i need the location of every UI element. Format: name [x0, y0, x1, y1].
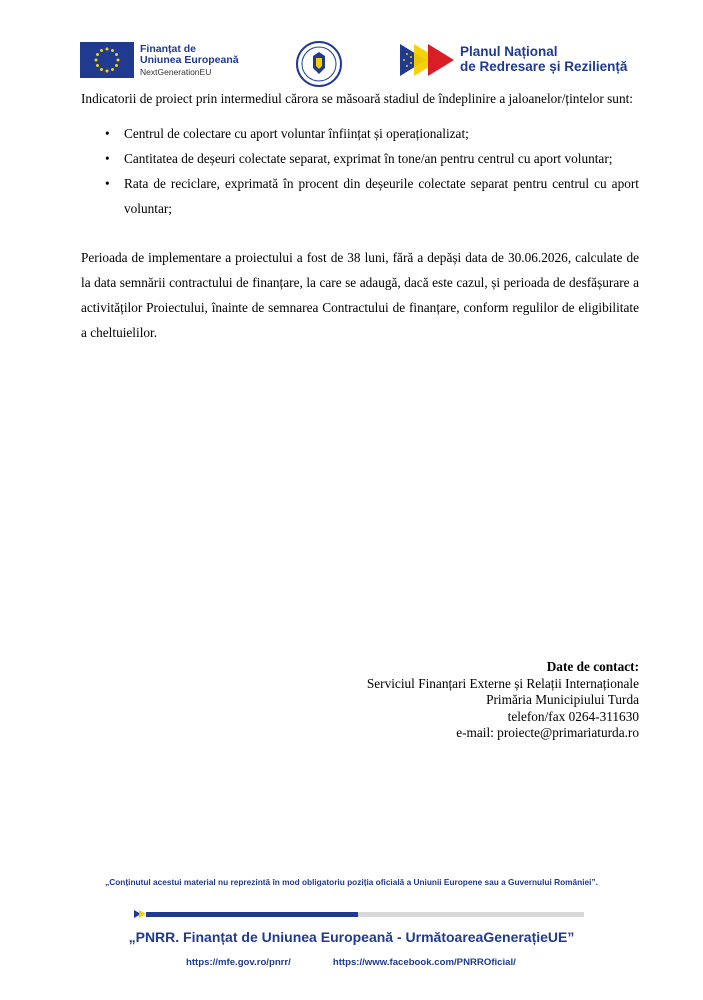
list-item: [81, 146, 639, 171]
contact-email: e-mail: proiecte@primariaturda.ro: [456, 725, 639, 740]
document-body: [81, 86, 639, 345]
bullet-icon: •: [105, 126, 110, 141]
romanian-government-seal-icon: [295, 40, 343, 88]
footer-divider-bar: [134, 906, 584, 916]
list-item-text: Cantitatea de deșeuri colectate separat, exprimat în tone/an pentru centrul cu aport voluntar;: [124, 151, 613, 166]
list-item-text: Centrul de colectare cu aport voluntar înființat și operaționalizat;: [124, 126, 469, 141]
footer-slogan: „PNRR. Finanțat de Uniunea Europeană - UrmătoareaGenerațieUE”: [128, 929, 575, 945]
facebook-pnrr-link[interactable]: https://www.facebook.com/PNRROficial/: [332, 957, 516, 968]
footer-links: [186, 957, 516, 968]
contact-title: Date de contact:: [546, 659, 639, 674]
list-item: [81, 171, 639, 221]
bullet-icon: •: [105, 151, 110, 166]
indicators-list: [81, 121, 639, 221]
implementation-period-paragraph: Perioada de implementare a proiectului a fost de 38 luni, fără a depăși data de 30.06.2026, calculate de la data semnării contractului de finanțare, la care se adaugă, dacă este cazul, și perioada de desfășurare a activităților Proiectului, înainte de semnarea Contractului de finanțare, conform regulilor de eligibilitate a cheltuielilor.: [81, 250, 639, 340]
document-header: [80, 38, 640, 88]
pnrr-logo: [400, 44, 627, 76]
contact-institution: Primăria Municipiului Turda: [486, 692, 639, 707]
pnrr-logo-line2: de Redresare și Reziliență: [460, 59, 628, 74]
list-item-text: Rata de reciclare, exprimată în procent din deșeurile colectate separat pentru centrul cu aport voluntar;: [124, 176, 639, 216]
eu-logo-line1: Finanțat de: [140, 42, 197, 55]
mfe-pnrr-link[interactable]: https://mfe.gov.ro/pnrr/: [186, 957, 291, 968]
indicators-intro: Indicatorii de proiect prin intermediul cărora se măsoară stadiul de îndeplinire a jaloanelor/țintelor sunt:: [81, 91, 633, 106]
contact-department: Serviciul Finanțari Externe și Relații Internaționale: [366, 675, 639, 691]
eu-flag-icon: [80, 42, 134, 78]
bullet-icon: •: [105, 176, 110, 191]
contact-phone: telefon/fax 0264-311630: [507, 708, 639, 724]
eu-logo-line2: Uniunea Europeană: [140, 53, 239, 66]
pnrr-logo-line1: Planul Național: [460, 44, 558, 60]
footer-disclaimer: „Conținutul acestui material nu reprezintă în mod obligatoriu poziția oficială a Uniunii Europene sau a Guvernului României”.: [105, 877, 598, 887]
list-item: [81, 121, 639, 146]
contact-block: [367, 659, 639, 742]
eu-logo-line3: NextGenerationEU: [140, 66, 212, 77]
eu-funding-logo: [80, 42, 239, 78]
pnrr-arrows-icon: [400, 44, 456, 76]
